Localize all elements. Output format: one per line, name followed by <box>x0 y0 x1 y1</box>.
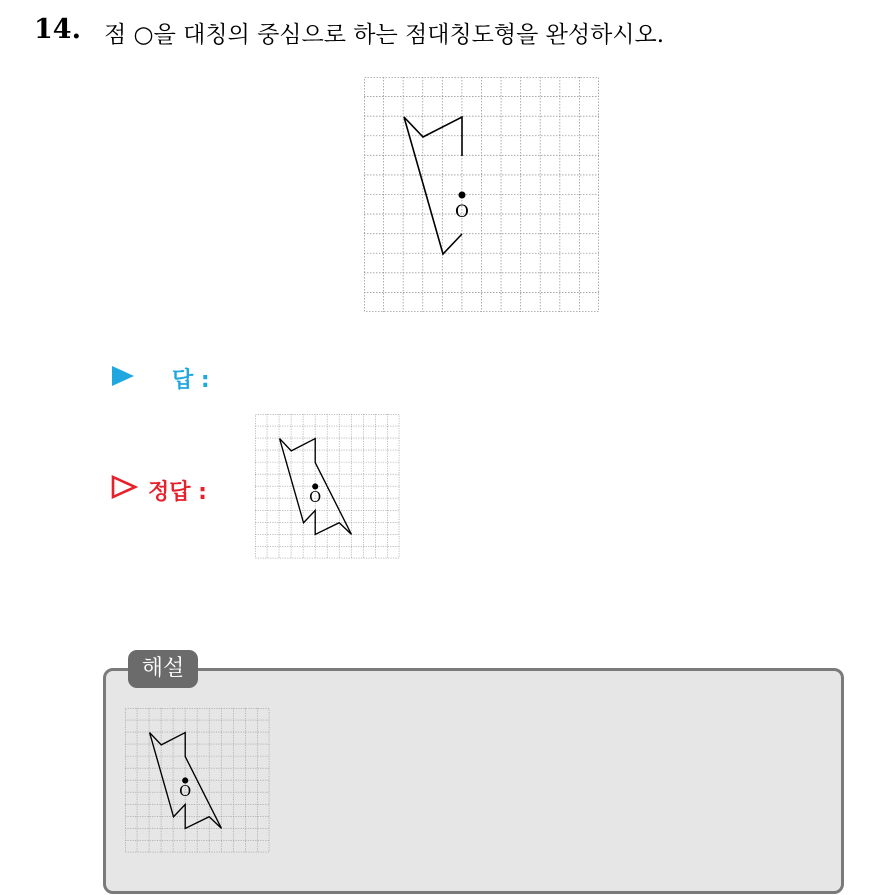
question-number: 14. <box>34 14 81 45</box>
explanation-tab: 해설 <box>128 650 198 688</box>
explanation-figure <box>125 708 270 853</box>
grid-lines <box>364 77 599 312</box>
answer-label: 답 : <box>172 368 210 393</box>
center-point-dot <box>459 192 466 199</box>
question-text: 점 ○을 대칭의 중심으로 하는 점대칭도형을 완성하시오. <box>104 22 665 48</box>
center-point-label: O <box>455 202 469 222</box>
center-point-label: O <box>309 488 322 506</box>
correct-answer-figure <box>255 414 400 559</box>
problem-grid-figure <box>364 77 600 313</box>
correct-answer-label: 정답 : <box>148 480 207 505</box>
correct-marker-icon <box>110 474 138 500</box>
answer-marker-icon <box>110 364 136 388</box>
center-point-label: O <box>179 782 192 800</box>
